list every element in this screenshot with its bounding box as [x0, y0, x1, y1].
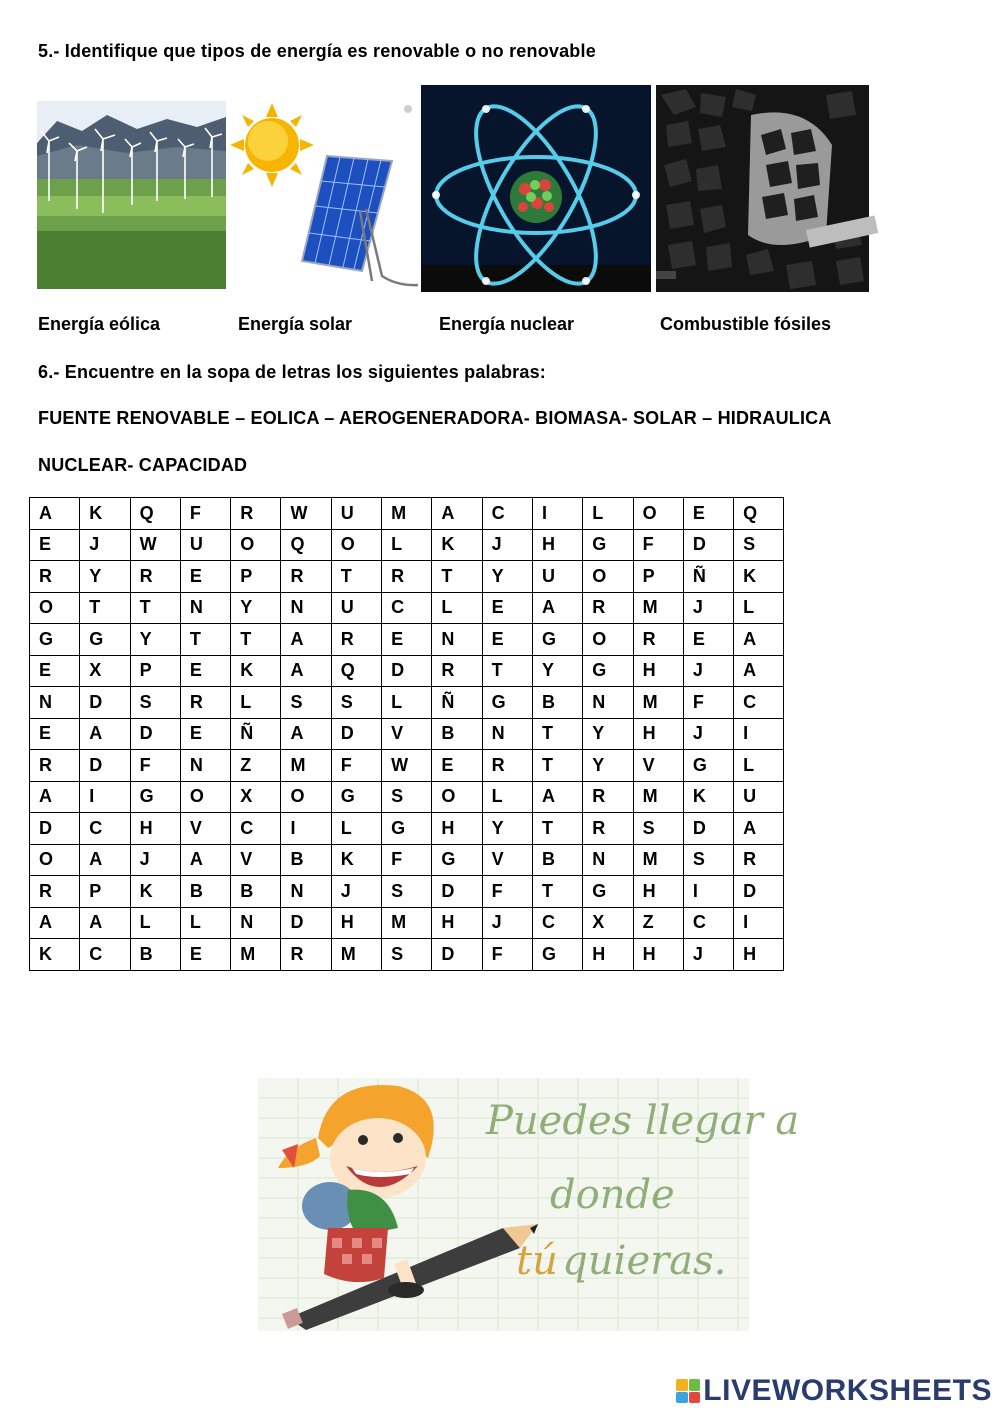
grid-cell[interactable]: I: [734, 718, 784, 750]
grid-cell[interactable]: J: [80, 529, 130, 561]
grid-cell[interactable]: Y: [482, 561, 532, 593]
grid-cell[interactable]: K: [30, 939, 80, 971]
grid-cell[interactable]: T: [482, 655, 532, 687]
grid-cell[interactable]: V: [180, 813, 230, 845]
grid-cell[interactable]: R: [30, 561, 80, 593]
grid-cell[interactable]: R: [482, 750, 532, 782]
grid-cell[interactable]: W: [130, 529, 180, 561]
grid-cell[interactable]: S: [734, 529, 784, 561]
caption-fossil: Combustible fósiles: [660, 314, 832, 334]
grid-cell[interactable]: H: [633, 655, 683, 687]
motivational-line3-rest: quieras.: [562, 1238, 727, 1284]
grid-cell[interactable]: H: [734, 939, 784, 971]
grid-cell[interactable]: U: [331, 498, 381, 530]
grid-row: [30, 813, 784, 845]
grid-cell[interactable]: Ñ: [683, 561, 733, 593]
grid-cell[interactable]: D: [382, 655, 432, 687]
grid-cell[interactable]: C: [382, 592, 432, 624]
liveworksheets-logo-icon: [676, 1379, 700, 1403]
grid-cell[interactable]: G: [80, 624, 130, 656]
grid-cell[interactable]: S: [281, 687, 331, 719]
word-list-line2: NUCLEAR- CAPACIDAD: [38, 455, 248, 475]
grid-cell[interactable]: G: [583, 529, 633, 561]
grid-cell[interactable]: R: [382, 561, 432, 593]
grid-cell[interactable]: P: [130, 655, 180, 687]
grid-cell[interactable]: A: [432, 498, 482, 530]
grid-cell[interactable]: S: [331, 687, 381, 719]
grid-cell[interactable]: P: [633, 561, 683, 593]
grid-row: [30, 529, 784, 561]
grid-cell[interactable]: Z: [231, 750, 281, 782]
grid-cell[interactable]: E: [683, 624, 733, 656]
grid-cell[interactable]: T: [80, 592, 130, 624]
grid-cell[interactable]: Q: [130, 498, 180, 530]
fossil-fuel-image: [656, 85, 869, 292]
grid-cell[interactable]: T: [532, 813, 582, 845]
grid-cell[interactable]: O: [180, 781, 230, 813]
grid-cell[interactable]: E: [683, 498, 733, 530]
grid-cell[interactable]: J: [130, 844, 180, 876]
grid-cell[interactable]: R: [281, 939, 331, 971]
grid-cell[interactable]: R: [30, 750, 80, 782]
grid-cell[interactable]: O: [331, 529, 381, 561]
grid-cell[interactable]: K: [734, 561, 784, 593]
grid-cell[interactable]: J: [482, 907, 532, 939]
grid-cell[interactable]: E: [30, 655, 80, 687]
grid-cell[interactable]: C: [734, 687, 784, 719]
grid-cell[interactable]: N: [482, 718, 532, 750]
grid-cell[interactable]: R: [583, 592, 633, 624]
grid-cell[interactable]: G: [532, 624, 582, 656]
grid-cell[interactable]: T: [231, 624, 281, 656]
grid-cell[interactable]: G: [130, 781, 180, 813]
grid-cell[interactable]: G: [532, 939, 582, 971]
grid-cell[interactable]: X: [583, 907, 633, 939]
grid-cell[interactable]: I: [734, 907, 784, 939]
grid-cell[interactable]: M: [633, 592, 683, 624]
grid-cell[interactable]: R: [231, 498, 281, 530]
grid-cell[interactable]: B: [532, 844, 582, 876]
grid-cell[interactable]: N: [231, 907, 281, 939]
grid-cell[interactable]: L: [734, 750, 784, 782]
grid-cell[interactable]: U: [331, 592, 381, 624]
grid-cell[interactable]: R: [30, 876, 80, 908]
grid-cell[interactable]: A: [281, 718, 331, 750]
grid-cell[interactable]: G: [683, 750, 733, 782]
grid-cell[interactable]: B: [231, 876, 281, 908]
grid-cell[interactable]: R: [583, 813, 633, 845]
grid-cell[interactable]: C: [231, 813, 281, 845]
grid-cell[interactable]: N: [180, 750, 230, 782]
grid-cell[interactable]: G: [583, 655, 633, 687]
grid-cell[interactable]: O: [583, 624, 633, 656]
grid-cell[interactable]: I: [80, 781, 130, 813]
grid-cell[interactable]: A: [532, 781, 582, 813]
grid-cell[interactable]: D: [734, 876, 784, 908]
grid-cell[interactable]: F: [482, 876, 532, 908]
grid-row: [30, 592, 784, 624]
wind-energy-image: [37, 101, 226, 289]
grid-cell[interactable]: O: [30, 844, 80, 876]
grid-cell[interactable]: L: [180, 907, 230, 939]
grid-cell[interactable]: A: [281, 655, 331, 687]
grid-cell[interactable]: A: [180, 844, 230, 876]
grid-cell[interactable]: V: [231, 844, 281, 876]
grid-cell[interactable]: G: [30, 624, 80, 656]
grid-row: [30, 624, 784, 656]
grid-cell[interactable]: T: [532, 718, 582, 750]
grid-cell[interactable]: A: [281, 624, 331, 656]
grid-cell[interactable]: J: [683, 655, 733, 687]
grid-cell[interactable]: N: [583, 844, 633, 876]
motivational-line3: [516, 1238, 726, 1284]
grid-cell[interactable]: Y: [583, 718, 633, 750]
grid-cell[interactable]: Ñ: [231, 718, 281, 750]
grid-cell[interactable]: R: [180, 687, 230, 719]
grid-cell[interactable]: M: [331, 939, 381, 971]
grid-cell[interactable]: E: [432, 750, 482, 782]
grid-cell[interactable]: E: [180, 655, 230, 687]
grid-cell[interactable]: U: [734, 781, 784, 813]
grid-cell[interactable]: Q: [734, 498, 784, 530]
brand-name: LIVEWORKSHEETS: [703, 1374, 992, 1407]
grid-cell[interactable]: N: [30, 687, 80, 719]
grid-cell[interactable]: E: [180, 718, 230, 750]
grid-cell[interactable]: F: [382, 844, 432, 876]
grid-cell[interactable]: E: [180, 939, 230, 971]
grid-cell[interactable]: L: [583, 498, 633, 530]
grid-cell[interactable]: R: [432, 655, 482, 687]
grid-cell[interactable]: E: [30, 529, 80, 561]
grid-cell[interactable]: L: [382, 529, 432, 561]
nuclear-energy-image: [421, 85, 651, 292]
grid-cell[interactable]: M: [231, 939, 281, 971]
grid-cell[interactable]: X: [231, 781, 281, 813]
grid-cell[interactable]: M: [382, 498, 432, 530]
grid-cell[interactable]: I: [532, 498, 582, 530]
grid-cell[interactable]: H: [633, 718, 683, 750]
grid-cell[interactable]: D: [331, 718, 381, 750]
grid-cell[interactable]: L: [734, 592, 784, 624]
grid-cell[interactable]: S: [382, 939, 432, 971]
grid-cell[interactable]: H: [532, 529, 582, 561]
grid-cell[interactable]: W: [281, 498, 331, 530]
grid-cell[interactable]: B: [130, 939, 180, 971]
grid-cell[interactable]: T: [130, 592, 180, 624]
grid-cell[interactable]: F: [482, 939, 532, 971]
grid-cell[interactable]: A: [734, 813, 784, 845]
grid-cell[interactable]: H: [432, 907, 482, 939]
grid-cell[interactable]: M: [382, 907, 432, 939]
grid-cell[interactable]: Y: [231, 592, 281, 624]
grid-cell[interactable]: L: [130, 907, 180, 939]
grid-cell[interactable]: K: [231, 655, 281, 687]
grid-cell[interactable]: D: [432, 876, 482, 908]
grid-cell[interactable]: L: [231, 687, 281, 719]
grid-cell[interactable]: R: [281, 561, 331, 593]
grid-cell[interactable]: B: [432, 718, 482, 750]
grid-cell[interactable]: D: [130, 718, 180, 750]
grid-cell[interactable]: H: [633, 876, 683, 908]
grid-cell[interactable]: M: [281, 750, 331, 782]
grid-cell[interactable]: L: [382, 687, 432, 719]
grid-cell[interactable]: S: [130, 687, 180, 719]
grid-cell[interactable]: A: [30, 781, 80, 813]
grid-cell[interactable]: Q: [281, 529, 331, 561]
grid-row: [30, 939, 784, 971]
grid-cell[interactable]: L: [482, 781, 532, 813]
grid-cell[interactable]: R: [331, 624, 381, 656]
logo-tile-l: [676, 1379, 688, 1391]
grid-cell[interactable]: E: [482, 624, 532, 656]
grid-cell[interactable]: B: [180, 876, 230, 908]
grid-cell[interactable]: D: [281, 907, 331, 939]
grid-cell[interactable]: K: [683, 781, 733, 813]
caption-solar: Energía solar: [238, 314, 353, 334]
grid-cell[interactable]: H: [432, 813, 482, 845]
grid-row: [30, 498, 784, 530]
grid-cell[interactable]: O: [30, 592, 80, 624]
grid-cell[interactable]: L: [331, 813, 381, 845]
grid-cell[interactable]: O: [633, 498, 683, 530]
grid-cell[interactable]: F: [683, 687, 733, 719]
grid-cell[interactable]: T: [180, 624, 230, 656]
grid-cell[interactable]: J: [331, 876, 381, 908]
grid-cell[interactable]: F: [130, 750, 180, 782]
grid-cell[interactable]: E: [180, 561, 230, 593]
grid-cell[interactable]: O: [583, 561, 633, 593]
grid-cell[interactable]: W: [382, 750, 432, 782]
grid-cell[interactable]: R: [734, 844, 784, 876]
grid-cell[interactable]: T: [432, 561, 482, 593]
grid-cell[interactable]: K: [432, 529, 482, 561]
grid-cell[interactable]: F: [331, 750, 381, 782]
motivational-line2: donde: [550, 1172, 675, 1218]
grid-cell[interactable]: A: [30, 907, 80, 939]
grid-cell[interactable]: D: [683, 813, 733, 845]
grid-cell[interactable]: G: [432, 844, 482, 876]
grid-cell[interactable]: F: [633, 529, 683, 561]
grid-cell[interactable]: A: [532, 592, 582, 624]
grid-cell[interactable]: G: [331, 781, 381, 813]
grid-row: [30, 876, 784, 908]
logo-tile-w: [689, 1379, 701, 1391]
grid-cell[interactable]: E: [382, 624, 432, 656]
grid-row: [30, 561, 784, 593]
grid-cell[interactable]: G: [382, 813, 432, 845]
grid-cell[interactable]: D: [30, 813, 80, 845]
grid-cell[interactable]: M: [633, 781, 683, 813]
grid-cell[interactable]: A: [80, 907, 130, 939]
grid-cell[interactable]: Y: [583, 750, 633, 782]
grid-cell[interactable]: T: [532, 876, 582, 908]
grid-cell[interactable]: A: [734, 655, 784, 687]
grid-cell[interactable]: H: [583, 939, 633, 971]
word-list-line1: FUENTE RENOVABLE – EOLICA – AEROGENERADORA- BIOMASA- SOLAR – HIDRAULICA: [38, 408, 832, 428]
grid-cell[interactable]: I: [683, 876, 733, 908]
grid-row: [30, 844, 784, 876]
motivational-accent-word: tú: [516, 1238, 558, 1284]
grid-cell[interactable]: F: [180, 498, 230, 530]
grid-cell[interactable]: N: [180, 592, 230, 624]
grid-cell[interactable]: A: [30, 498, 80, 530]
grid-cell[interactable]: O: [231, 529, 281, 561]
grid-cell[interactable]: N: [281, 592, 331, 624]
grid-cell[interactable]: I: [281, 813, 331, 845]
grid-cell[interactable]: V: [382, 718, 432, 750]
grid-cell[interactable]: R: [633, 624, 683, 656]
grid-cell[interactable]: D: [683, 529, 733, 561]
grid-cell[interactable]: Ñ: [432, 687, 482, 719]
grid-row: [30, 750, 784, 782]
grid-cell[interactable]: D: [432, 939, 482, 971]
grid-cell[interactable]: S: [683, 844, 733, 876]
grid-cell[interactable]: A: [80, 718, 130, 750]
grid-cell[interactable]: M: [633, 687, 683, 719]
grid-cell[interactable]: B: [281, 844, 331, 876]
grid-cell[interactable]: P: [80, 876, 130, 908]
motivational-line1: Puedes llegar a: [486, 1098, 800, 1144]
grid-cell[interactable]: C: [532, 907, 582, 939]
grid-cell[interactable]: U: [180, 529, 230, 561]
grid-cell[interactable]: N: [583, 687, 633, 719]
logo-tile-v: [676, 1392, 688, 1404]
grid-cell[interactable]: K: [80, 498, 130, 530]
motivational-image: [258, 1078, 800, 1331]
grid-cell[interactable]: E: [482, 592, 532, 624]
grid-cell[interactable]: Y: [130, 624, 180, 656]
grid-cell[interactable]: T: [331, 561, 381, 593]
grid-cell[interactable]: N: [432, 624, 482, 656]
grid-row: [30, 718, 784, 750]
grid-cell[interactable]: J: [683, 939, 733, 971]
grid-cell[interactable]: S: [382, 781, 432, 813]
word-search-grid: [29, 497, 784, 971]
grid-cell[interactable]: V: [633, 750, 683, 782]
grid-cell[interactable]: O: [432, 781, 482, 813]
grid-cell[interactable]: D: [80, 687, 130, 719]
grid-cell[interactable]: H: [633, 939, 683, 971]
grid-cell[interactable]: A: [734, 624, 784, 656]
grid-cell[interactable]: X: [80, 655, 130, 687]
grid-cell[interactable]: Y: [80, 561, 130, 593]
grid-cell[interactable]: K: [130, 876, 180, 908]
grid-cell[interactable]: R: [583, 781, 633, 813]
grid-row: [30, 687, 784, 719]
grid-cell[interactable]: Q: [331, 655, 381, 687]
grid-cell[interactable]: S: [382, 876, 432, 908]
grid-row: [30, 655, 784, 687]
section5-title: 5.- Identifique que tipos de energía es renovable o no renovable: [38, 41, 596, 61]
grid-cell[interactable]: H: [130, 813, 180, 845]
grid-cell[interactable]: M: [633, 844, 683, 876]
grid-cell[interactable]: K: [331, 844, 381, 876]
grid-cell[interactable]: O: [281, 781, 331, 813]
grid-cell[interactable]: Y: [532, 655, 582, 687]
grid-cell[interactable]: C: [482, 498, 532, 530]
grid-cell[interactable]: J: [683, 592, 733, 624]
grid-cell[interactable]: D: [80, 750, 130, 782]
grid-cell[interactable]: B: [532, 687, 582, 719]
grid-cell[interactable]: C: [80, 939, 130, 971]
grid-cell[interactable]: J: [482, 529, 532, 561]
grid-cell[interactable]: R: [130, 561, 180, 593]
grid-cell[interactable]: H: [331, 907, 381, 939]
liveworksheets-brand[interactable]: [676, 1374, 992, 1408]
caption-wind: Energía eólica: [38, 314, 161, 334]
grid-cell[interactable]: P: [231, 561, 281, 593]
grid-cell[interactable]: C: [80, 813, 130, 845]
grid-row: [30, 781, 784, 813]
grid-cell[interactable]: Z: [633, 907, 683, 939]
grid-cell[interactable]: L: [432, 592, 482, 624]
solar-energy-image: [232, 101, 418, 292]
grid-cell[interactable]: G: [482, 687, 532, 719]
grid-cell[interactable]: Y: [482, 813, 532, 845]
grid-cell[interactable]: V: [482, 844, 532, 876]
grid-cell[interactable]: N: [281, 876, 331, 908]
grid-cell[interactable]: S: [633, 813, 683, 845]
caption-nuclear: Energía nuclear: [439, 314, 575, 334]
grid-row: [30, 907, 784, 939]
grid-cell[interactable]: J: [683, 718, 733, 750]
section6-title: 6.- Encuentre en la sopa de letras los siguientes palabras:: [38, 362, 546, 382]
grid-cell[interactable]: T: [532, 750, 582, 782]
logo-tile-s: [689, 1392, 701, 1404]
grid-cell[interactable]: G: [583, 876, 633, 908]
grid-cell[interactable]: U: [532, 561, 582, 593]
grid-cell[interactable]: C: [683, 907, 733, 939]
grid-cell[interactable]: A: [80, 844, 130, 876]
grid-cell[interactable]: E: [30, 718, 80, 750]
